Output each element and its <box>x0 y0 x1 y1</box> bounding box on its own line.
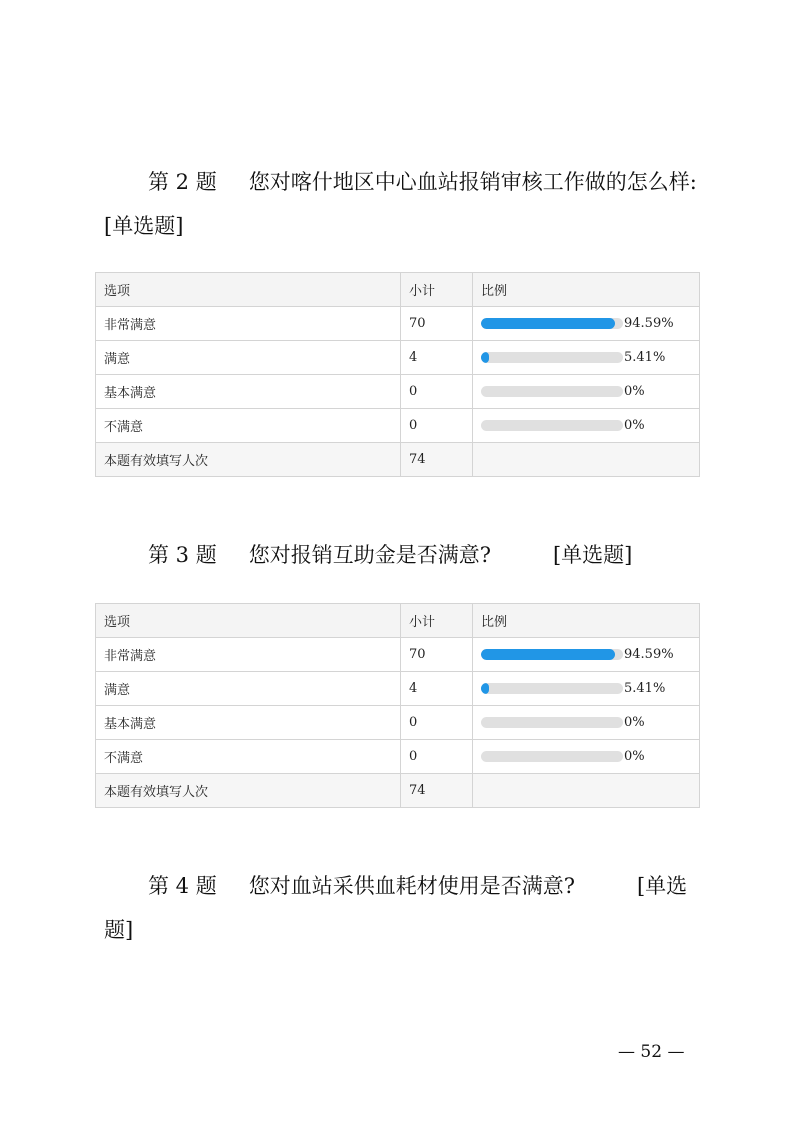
table-row <box>96 375 700 409</box>
option-label: 非常满意 <box>96 307 401 341</box>
question-number: 第 3 题 <box>148 543 217 567</box>
ratio-cell <box>473 706 700 740</box>
option-count: 4 <box>401 672 473 706</box>
question-3-heading <box>104 533 698 577</box>
option-count: 0 <box>401 409 473 443</box>
total-empty-cell <box>473 774 700 808</box>
option-label: 不满意 <box>96 409 401 443</box>
option-count: 4 <box>401 341 473 375</box>
question-2-heading <box>104 160 698 248</box>
percent-label: 0% <box>624 384 645 399</box>
percent-label: 5.41% <box>624 350 666 365</box>
progress-bar <box>481 683 623 694</box>
question-text: 您对喀什地区中心血站报销审核工作做的怎么样: <box>248 170 697 194</box>
ratio-cell <box>473 638 700 672</box>
header-count: 小计 <box>401 604 473 638</box>
ratio-cell <box>473 375 700 409</box>
question-text: 您对血站采供血耗材使用是否满意? <box>248 874 575 898</box>
table-row <box>96 672 700 706</box>
table-header-row <box>96 273 700 307</box>
question-number: 第 2 题 <box>148 170 217 194</box>
table-row <box>96 740 700 774</box>
header-count: 小计 <box>401 273 473 307</box>
option-count: 0 <box>401 706 473 740</box>
question-2-table <box>95 272 700 477</box>
table-header-row <box>96 604 700 638</box>
ratio-cell <box>473 672 700 706</box>
table-row <box>96 307 700 341</box>
table-row <box>96 706 700 740</box>
question-3-table <box>95 603 700 808</box>
option-label: 满意 <box>96 341 401 375</box>
question-type: [单选题] <box>552 543 633 567</box>
progress-bar <box>481 386 623 397</box>
progress-bar <box>481 717 623 728</box>
header-option: 选项 <box>96 273 401 307</box>
question-text: 您对报销互助金是否满意? <box>248 543 491 567</box>
table-row <box>96 638 700 672</box>
percent-label: 0% <box>624 749 645 764</box>
ratio-cell <box>473 740 700 774</box>
total-label: 本题有效填写人次 <box>96 774 401 808</box>
header-ratio: 比例 <box>473 273 700 307</box>
progress-bar <box>481 352 623 363</box>
ratio-cell <box>473 341 700 375</box>
percent-label: 94.59% <box>624 316 674 331</box>
percent-label: 0% <box>624 418 645 433</box>
option-label: 非常满意 <box>96 638 401 672</box>
option-count: 70 <box>401 638 473 672</box>
option-label: 不满意 <box>96 740 401 774</box>
question-type: [单选题] <box>104 214 184 238</box>
ratio-cell <box>473 307 700 341</box>
ratio-cell <box>473 409 700 443</box>
percent-label: 94.59% <box>624 647 674 662</box>
progress-bar <box>481 751 623 762</box>
total-empty-cell <box>473 443 700 477</box>
progress-bar <box>481 318 623 329</box>
question-4-heading <box>104 864 698 952</box>
progress-bar-fill <box>481 683 489 694</box>
percent-label: 5.41% <box>624 681 666 696</box>
option-count: 0 <box>401 740 473 774</box>
table-row <box>96 341 700 375</box>
total-count: 74 <box>401 774 473 808</box>
total-label: 本题有效填写人次 <box>96 443 401 477</box>
progress-bar <box>481 420 623 431</box>
page-number: — 52 — <box>618 1042 685 1062</box>
option-count: 70 <box>401 307 473 341</box>
option-label: 基本满意 <box>96 706 401 740</box>
option-count: 0 <box>401 375 473 409</box>
total-count: 74 <box>401 443 473 477</box>
progress-bar <box>481 649 623 660</box>
option-label: 满意 <box>96 672 401 706</box>
option-label: 基本满意 <box>96 375 401 409</box>
total-row <box>96 774 700 808</box>
header-option: 选项 <box>96 604 401 638</box>
progress-bar-fill <box>481 649 615 660</box>
table-row <box>96 409 700 443</box>
progress-bar-fill <box>481 352 489 363</box>
question-number: 第 4 题 <box>148 874 217 898</box>
header-ratio: 比例 <box>473 604 700 638</box>
total-row <box>96 443 700 477</box>
question-type: [单选题] <box>104 874 688 942</box>
percent-label: 0% <box>624 715 645 730</box>
progress-bar-fill <box>481 318 615 329</box>
